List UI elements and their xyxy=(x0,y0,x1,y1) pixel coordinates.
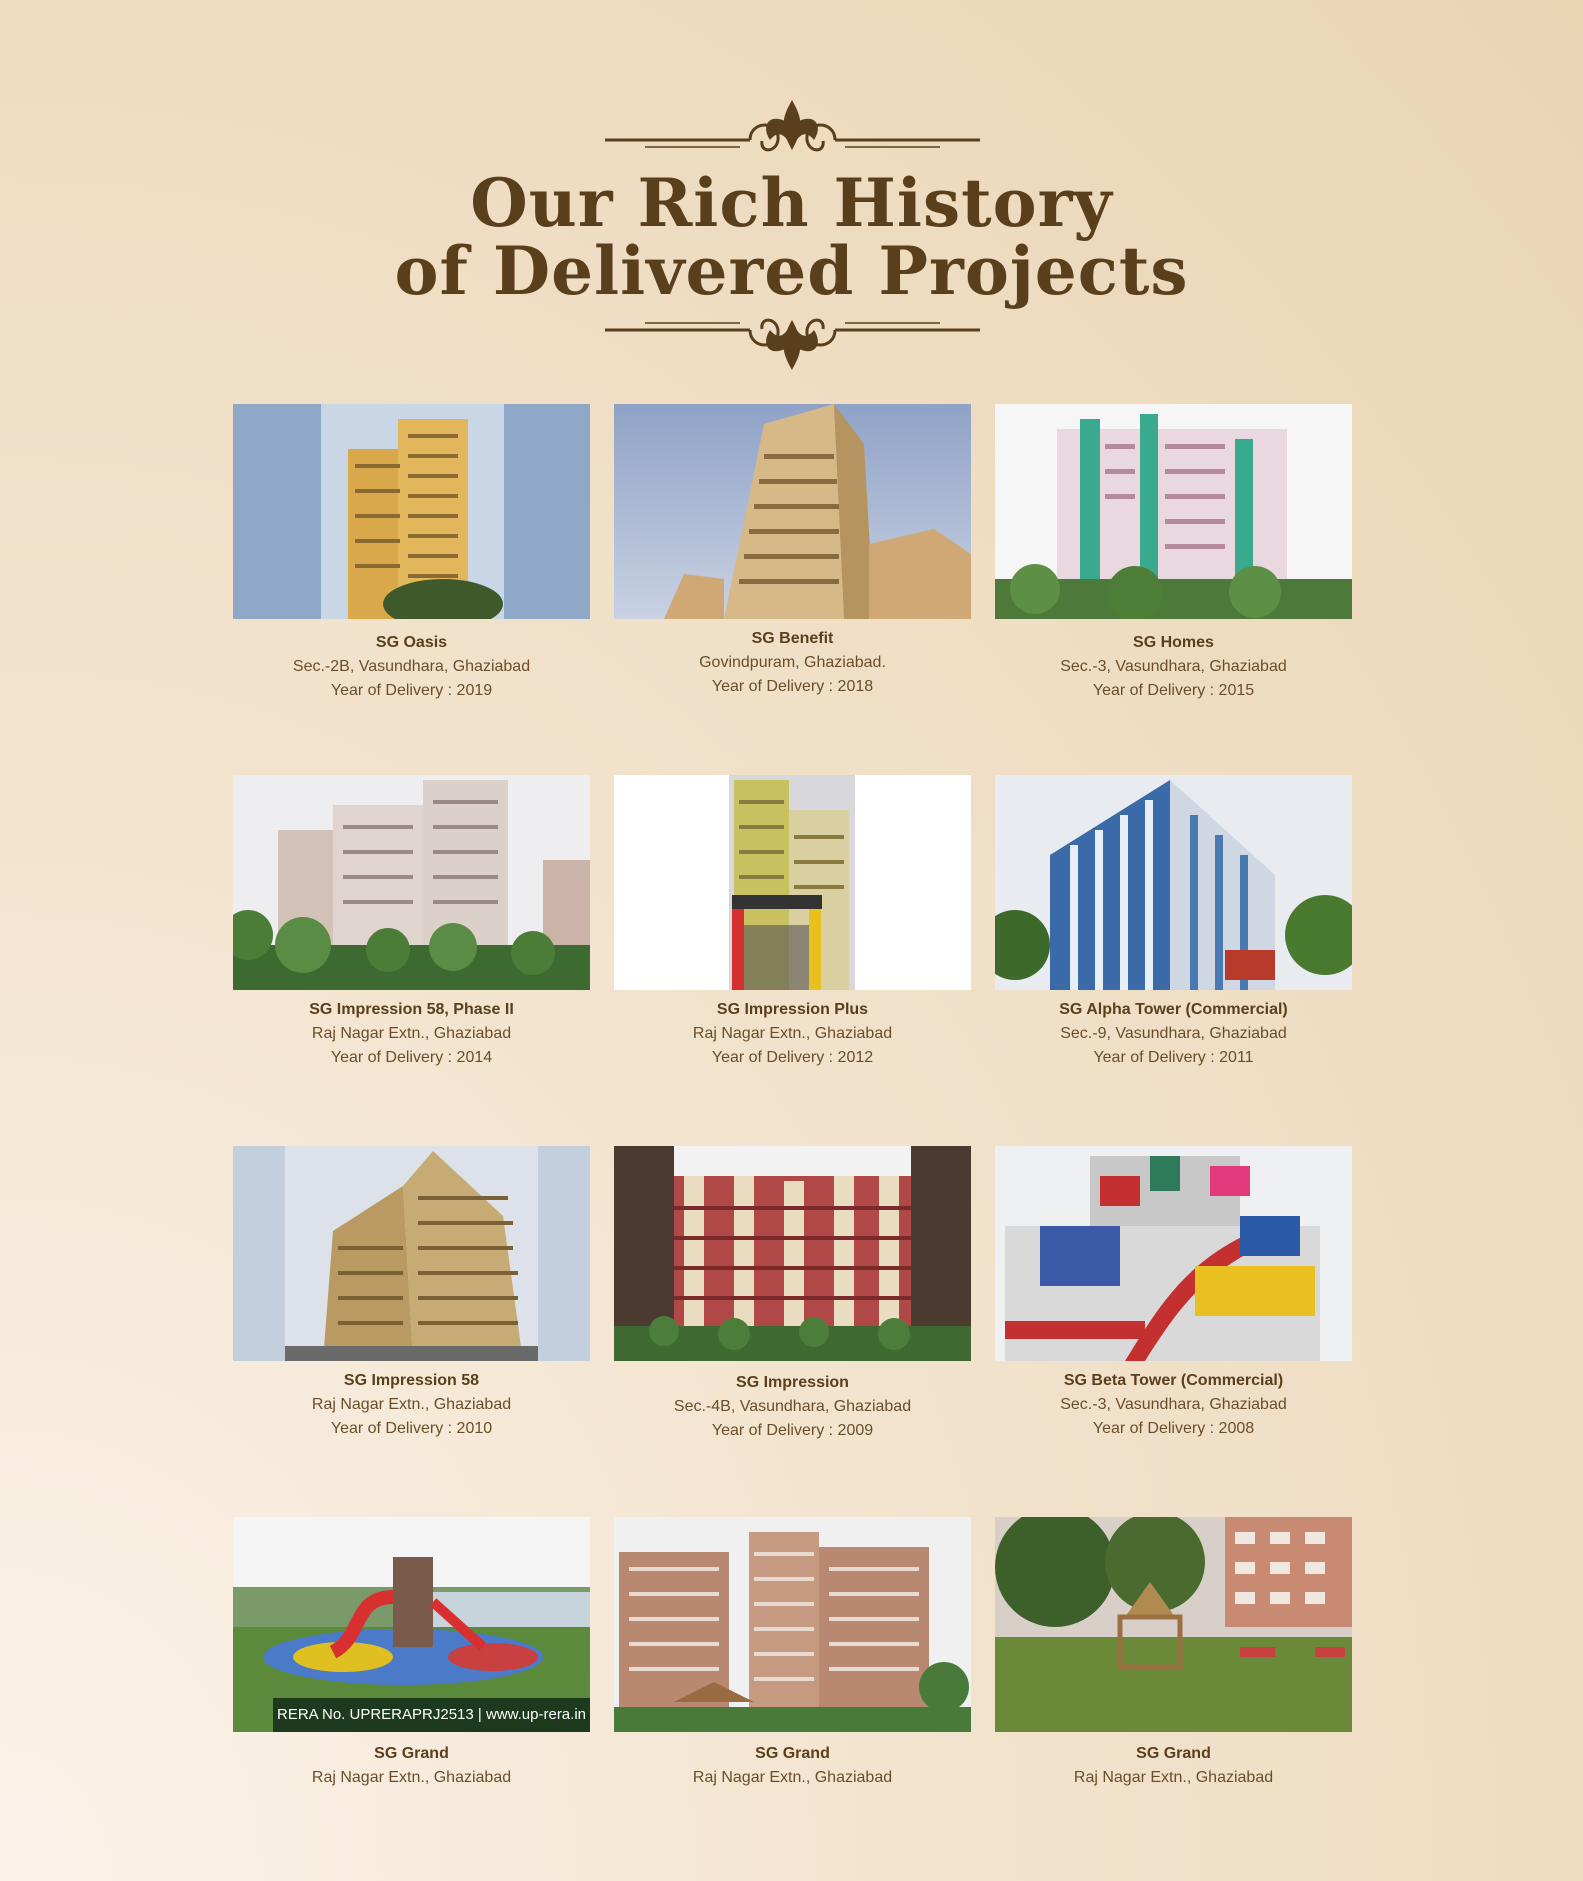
project-photo xyxy=(233,1517,590,1732)
project-location: Raj Nagar Extn., Ghaziabad xyxy=(692,1769,893,1786)
project-name: SG Homes xyxy=(1133,634,1214,651)
project-photo xyxy=(614,775,971,990)
project-name: SG Impression 58, Phase II xyxy=(309,1001,514,1018)
project-delivery-year: Year of Delivery : 2012 xyxy=(711,1049,874,1066)
rera-notice: RERA No. UPRERAPRJ2513 | www.up-rera.in xyxy=(273,1698,590,1732)
project-delivery-year: Year of Delivery : 2018 xyxy=(711,678,874,695)
project-delivery-year: Year of Delivery : 2010 xyxy=(330,1420,493,1437)
page-title-line2: of Delivered Projects xyxy=(394,232,1189,310)
project-photo xyxy=(233,1146,590,1361)
project-name: SG Impression Plus xyxy=(716,1001,869,1018)
project-name: SG Impression 58 xyxy=(343,1372,480,1389)
project-name: SG Impression xyxy=(736,1374,849,1391)
project-name: SG Oasis xyxy=(375,634,448,651)
project-location: Raj Nagar Extn., Ghaziabad xyxy=(311,1769,512,1786)
project-location: Govindpuram, Ghaziabad. xyxy=(699,654,886,671)
top-ornament-icon xyxy=(600,95,985,165)
project-photo xyxy=(995,775,1352,990)
project-location: Sec.-3, Vasundhara, Ghaziabad xyxy=(1060,1396,1287,1413)
project-photo xyxy=(995,404,1352,619)
project-location: Raj Nagar Extn., Ghaziabad xyxy=(692,1025,893,1042)
project-location: Sec.-2B, Vasundhara, Ghaziabad xyxy=(292,658,531,675)
project-location: Sec.-3, Vasundhara, Ghaziabad xyxy=(1060,658,1287,675)
project-delivery-year: Year of Delivery : 2019 xyxy=(330,682,493,699)
project-photo xyxy=(233,404,590,619)
project-location: Raj Nagar Extn., Ghaziabad xyxy=(1073,1769,1274,1786)
project-delivery-year: Year of Delivery : 2009 xyxy=(711,1422,874,1439)
project-photo xyxy=(614,1517,971,1732)
project-name: SG Grand xyxy=(1136,1745,1211,1762)
project-location: Raj Nagar Extn., Ghaziabad xyxy=(311,1396,512,1413)
project-delivery-year: Year of Delivery : 2015 xyxy=(1092,682,1255,699)
project-delivery-year: Year of Delivery : 2008 xyxy=(1092,1420,1255,1437)
project-photo xyxy=(233,775,590,990)
project-location: Sec.-4B, Vasundhara, Ghaziabad xyxy=(673,1398,912,1415)
project-name: SG Beta Tower (Commercial) xyxy=(1063,1372,1284,1389)
project-delivery-year: Year of Delivery : 2011 xyxy=(1093,1049,1254,1066)
project-name: SG Benefit xyxy=(751,630,834,647)
project-photo xyxy=(995,1146,1352,1361)
page-title-line1: Our Rich History xyxy=(470,164,1113,242)
project-photo xyxy=(995,1517,1352,1732)
project-location: Raj Nagar Extn., Ghaziabad xyxy=(311,1025,512,1042)
project-photo xyxy=(614,404,971,619)
bottom-ornament-icon xyxy=(600,305,985,375)
project-photo xyxy=(614,1146,971,1361)
project-name: SG Grand xyxy=(755,1745,830,1762)
project-name: SG Alpha Tower (Commercial) xyxy=(1059,1001,1288,1018)
project-location: Sec.-9, Vasundhara, Ghaziabad xyxy=(1060,1025,1287,1042)
project-delivery-year: Year of Delivery : 2014 xyxy=(330,1049,493,1066)
project-name: SG Grand xyxy=(374,1745,449,1762)
